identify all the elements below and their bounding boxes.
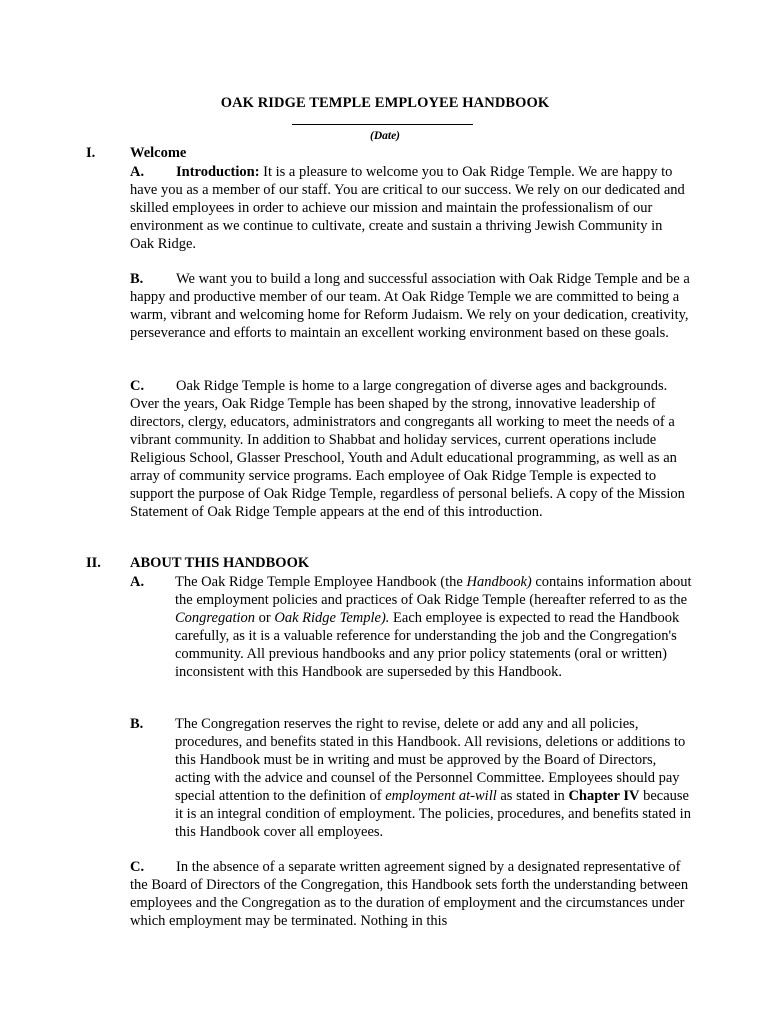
italic-term: employment at-will — [385, 788, 497, 804]
paragraph-text: as stated in — [496, 788, 569, 804]
bold-term: Chapter IV — [568, 788, 640, 804]
section-2-number: II. — [86, 555, 101, 571]
paragraph-text: The Oak Ridge Temple Employee Handbook (the — [175, 574, 467, 590]
italic-term: Handbook) — [466, 574, 532, 590]
paragraph-text: The Congregation reserves the right to revise, delete or add any and all policies, procedures, and benefits stated in this Handbook. All revisions, deletions or additions to this Handbook must be in writing and must be approved by the Board of Directors, acting with the advice and counsel of the Personnel Committee. Employees should pay special attention to the definition of — [175, 716, 686, 804]
italic-term: Congregation — [175, 610, 256, 626]
paragraph-text: or — [255, 610, 275, 626]
italic-term: Oak Ridge Temple). — [274, 610, 390, 626]
section-2-paragraph-a — [130, 573, 695, 681]
paragraph-letter: C. — [130, 859, 145, 875]
section-2-title: ABOUT THIS HANDBOOK — [130, 555, 310, 571]
section-1-paragraph-a — [130, 163, 690, 253]
date-label: (Date) — [369, 130, 400, 142]
paragraph-letter: B. — [130, 716, 144, 732]
section-2-paragraph-b — [130, 715, 695, 841]
paragraph-letter: A. — [130, 574, 145, 590]
paragraph-lead: Introduction: — [176, 164, 260, 180]
paragraph-text: In the absence of a separate written agreement signed by a designated representative of the Board of Directors of the Congregation, this Handbook sets forth the understanding between employees and the Congregation as to the duration of employment and the circumstances under which employment may be terminated. Nothing in this — [130, 859, 689, 929]
paragraph-text: We want you to build a long and successful association with Oak Ridge Temple and be a happy and productive member of our team. At Oak Ridge Temple we are committed to being a warm, vibrant and welcoming home for Reform Judaism. We rely on your dedication, creativity, perseverance and efforts to maintain an excellent working environment based on these goals. — [130, 271, 690, 341]
section-1-paragraph-c — [130, 377, 690, 521]
section-1-paragraph-b — [130, 270, 690, 342]
paragraph-text: Each employee is expected to read the Handbook carefully, as it is a valuable reference for understanding the job and the Congregation's community. All previous handbooks and any prior policy statements (oral or written) inconsistent with this Handbook are superseded by this Handbook. — [175, 610, 680, 680]
date-signature-line — [292, 124, 473, 125]
paragraph-text: It is a pleasure to welcome you to Oak Ridge Temple. We are happy to have you as a member of our staff. You are critical to our success. We rely on our dedicated and skilled employees in order to achieve our mission and maintain the professionalism of our environment as we continue to cultivate, create and sustain a thriving Jewish Community in Oak Ridge. — [130, 164, 685, 252]
paragraph-letter: B. — [130, 271, 144, 287]
paragraph-text: Oak Ridge Temple is home to a large congregation of diverse ages and backgrounds. Over the years, Oak Ridge Temple has been shaped by the strong, innovative leadership of directors, clergy, educators, administrators and congregants all working to meet the needs of a vibrant community. In addition to Shabbat and holiday services, current operations include Religious School, Glasser Preschool, Youth and Adult educational programming, as well as an array of community service programs. Each employee of Oak Ridge Temple is expected to support the purpose of Oak Ridge Temple, regardless of personal beliefs. A copy of the Mission Statement of Oak Ridge Temple appears at the end of this introduction. — [130, 378, 685, 520]
section-2-paragraph-c — [130, 858, 690, 930]
paragraph-letter: C. — [130, 378, 145, 394]
paragraph-text: because it is an integral condition of employment. The policies, procedures, and benefits stated in this Handbook cover all employees. — [175, 788, 691, 840]
paragraph-text: contains information about the employment policies and practices of Oak Ridge Temple (hereafter referred to as the — [175, 574, 692, 608]
section-1-title: Welcome — [130, 145, 187, 161]
document-title: OAK RIDGE TEMPLE EMPLOYEE HANDBOOK — [220, 95, 550, 111]
section-1-number: I. — [86, 145, 96, 161]
paragraph-letter: A. — [130, 164, 145, 180]
